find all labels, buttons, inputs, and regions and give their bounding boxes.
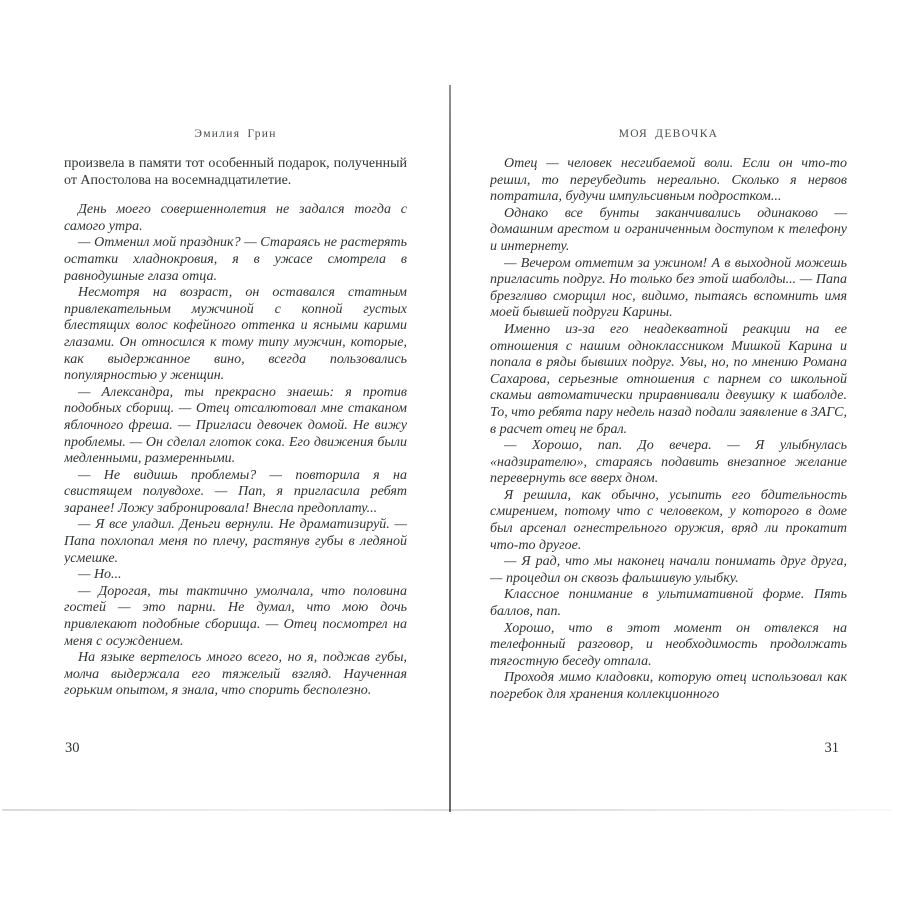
paragraph: Именно из-за его неадекватной реакции на ее отношения с нашим одноклассником Мишкой Карина и попала в ряды бывших подруг. Увы, но, по мнению Романа Сахарова, серьезные отношения с парнем со школьной скамьи автоматически приравнивали девушку к шаболде. То, что ребята пару недель назад подали заявление в ЗАГС, в расчет отец не брал. bbox=[490, 321, 847, 437]
running-header-title: МОЯ ДЕВОЧКА bbox=[618, 128, 719, 140]
paragraph: — Александра, ты прекрасно знаешь: я против подобных сборищ. — Отец отсалютовал мне стаканом яблочного фреша. — Пригласи девочек домой. Не вижу проблемы. — Он сделал глоток сока. Его движения были медленными, размеренными. bbox=[64, 384, 407, 467]
paragraph: Хорошо, что в этот момент он отвлекся на телефонный разговор, и необходимость продолжать тягостную беседу отпала. bbox=[490, 620, 847, 669]
paragraph: Классное понимание в ультимативной форме. Пять баллов, пап. bbox=[490, 587, 847, 620]
page-text-block-left bbox=[64, 156, 407, 758]
paragraph: произвела в памяти тот особенный подарок, полученный от Апостолова на восемнадцатилетие. bbox=[64, 156, 407, 188]
paragraph: Однако все бунты заканчивались одинаково — домашним арестом и ограниченным доступом к телефону и интернету. bbox=[490, 205, 847, 254]
paragraph: Проходя мимо кладовки, которую отец использовал как погребок для хранения коллекционного bbox=[490, 670, 847, 702]
paragraph: Отец — человек несгибаемой воли. Если он что-то решил, то переубедить нереально. Сколько я нервов потратила, будучи импульсивным подростком... bbox=[490, 156, 847, 205]
page-number-left: 30 bbox=[65, 740, 80, 756]
paragraph: — Хорошо, пап. До вечера. — Я улыбнулась «надзирателю», стараясь подавить внезапное желание перевернуть все вверх дном. bbox=[490, 438, 847, 487]
paragraph: — Я все уладил. Деньги вернули. Не драматизируй. — Папа похлопал меня по плечу, растянув губы в ледяной усмешке. bbox=[64, 517, 407, 566]
spine-gutter-line bbox=[449, 85, 451, 812]
book-page-right bbox=[490, 128, 847, 758]
page-text-block-right bbox=[490, 156, 847, 758]
running-header-author: Эмилия Грин bbox=[194, 128, 277, 140]
paragraph: — Не видишь проблемы? — повторила я на свистящем полувдохе. — Пап, я пригласила ребят заранее! Ложу забронировала! Внесла предоплату... bbox=[64, 467, 407, 516]
paragraph: — Дорогая, ты тактично умолчала, что половина гостей — это парни. Не думал, что мою дочь привлекают подобные сборища. — Отец посмотрел на меня с осуждением. bbox=[64, 583, 407, 649]
book-page-left bbox=[64, 128, 407, 758]
paragraph: — Но... bbox=[78, 567, 122, 583]
paragraph: — Я рад, что мы наконец начали понимать друг друга, — процедил он сквозь фальшивую улыбку. bbox=[490, 554, 847, 586]
paragraph: День моего совершеннолетия не задался тогда с самого утра. bbox=[64, 202, 407, 234]
page-number-right: 31 bbox=[824, 740, 839, 756]
page-bottom-edge bbox=[2, 809, 893, 811]
paragraph: Я решила, как обычно, усыпить его бдительность смирением, потому что с человеком, у которого в доме был арсенал огнестрельного оружия, вряд ли прокатит что-то другое. bbox=[490, 487, 847, 553]
paragraph: Несмотря на возраст, он оставался статным привлекательным мужчиной с копной густых блестящих волос кофейного оттенка и ясными карими глазами. Он относился к тому типу мужчин, которые, как выдержанное вино, всегда пользовались популярностью у женщин. bbox=[64, 285, 407, 384]
paragraph: — Отменил мой праздник? — Стараясь не растерять остатки хладнокровия, я в ужасе смотрела в равнодушные глаза отца. bbox=[64, 235, 407, 284]
paragraph: — Вечером отметим за ужином! А в выходной можешь пригласить подруг. Но только без этой шаболды... — Папа брезгливо сморщил нос, видимо, пытаясь вспомнить имя моей бывшей подруги Карины. bbox=[490, 255, 847, 321]
paragraph: На языке вертелось много всего, но я, поджав губы, молча выдержала его тяжелый взгляд. Наученная горьким опытом, я знала, что спорить бесполезно. bbox=[64, 650, 407, 699]
